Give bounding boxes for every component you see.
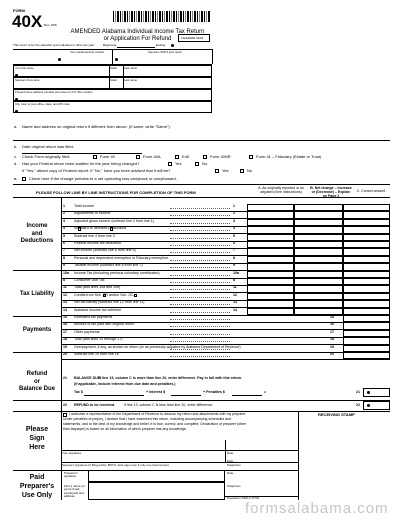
ssn-label: Your social security number (70, 50, 105, 54)
line-18-label: Total (add lines 14 through 17) (74, 337, 123, 342)
calendar-year-box[interactable] (178, 34, 210, 42)
form40nr-label: Form 40NR (210, 154, 231, 159)
line-3-column-c[interactable] (343, 219, 390, 226)
line-22-column-number: 22 (356, 403, 360, 407)
line-9-column-c[interactable] (343, 263, 390, 270)
line-14-column-a[interactable] (247, 308, 294, 315)
line-11-number: 11 (63, 285, 67, 290)
line-12-column-number: 12 (233, 292, 237, 297)
line-10a-column-a[interactable] (247, 271, 294, 278)
rule (61, 197, 62, 411)
line-1-column-a[interactable] (247, 204, 294, 211)
form40-label: Form 40 (100, 154, 115, 159)
line-18-column-number: 18 (330, 337, 334, 342)
standard-checkbox[interactable] (78, 227, 81, 230)
rule (123, 78, 124, 89)
line-6-column-number: 6 (233, 241, 235, 245)
line-14-column-b[interactable] (294, 308, 343, 315)
line-20-amount[interactable] (343, 352, 390, 359)
line-1-column-b[interactable] (294, 204, 343, 211)
line-7-column-a[interactable] (247, 248, 294, 255)
watermark: formsalabama.com (245, 500, 389, 517)
form-title-line2: or Application For Refund (103, 35, 172, 42)
line-21-text2: (If applicable, include interest from due date and penalties.) (74, 382, 176, 386)
line-1-column-c[interactable] (343, 204, 390, 211)
line-13-column-c[interactable] (343, 300, 390, 307)
line-15-column-number: 15 (330, 315, 334, 319)
form41-label: Form 41 – Fiduciary (Estate or Trust) (256, 154, 322, 159)
item-d2-text: If "Yes," attach copy of Federal report. If "No," have you been advised that it will be? (22, 168, 171, 173)
period-text: This return is for the calendar year indicated or other tax year (13, 43, 95, 47)
line-15-amount[interactable] (343, 315, 390, 322)
rule (61, 359, 390, 360)
advised-yes-checkbox[interactable] (215, 169, 219, 173)
form40nr-checkbox[interactable] (203, 155, 207, 159)
rule (13, 197, 390, 198)
line-5-number: 5 (63, 233, 65, 238)
your-signature-line[interactable] (61, 450, 298, 451)
line-2-column-c[interactable] (343, 211, 390, 218)
line-1-column-number: 1 (233, 204, 235, 208)
dotted-leader (170, 319, 230, 320)
beginning-line[interactable] (117, 47, 155, 48)
preparer-ssn-label: Preparer's SSN or PTIN (227, 496, 259, 500)
itemized-checkbox[interactable] (110, 227, 113, 230)
revision-date: Rev. 9/06 (44, 23, 57, 27)
dotted-leader (170, 238, 230, 239)
ssn-dot (58, 58, 61, 61)
rule (13, 184, 390, 185)
your-signature-label: Your signature (62, 451, 82, 455)
line-7-label: Net income (subtract line 6 from line 5) (74, 248, 136, 253)
line-3-column-a[interactable] (247, 219, 294, 226)
line-11-label: Total (add lines 10a and 10b) (74, 285, 121, 290)
period-ending: Ending (156, 43, 166, 47)
line-11-column-a[interactable] (247, 285, 294, 292)
sch-oc-checkbox[interactable] (134, 294, 137, 297)
line-21-equals: = (264, 390, 267, 394)
line-b-number: b (63, 278, 66, 282)
line-21-text: If line 13, column C is more than line 20, enter difference. Pay in full with this return. (99, 376, 243, 380)
line-b-column-a[interactable] (247, 278, 294, 285)
line-6-column-c[interactable] (343, 241, 390, 248)
line-12-column-c[interactable] (343, 293, 390, 300)
line-8-column-c[interactable] (343, 256, 390, 263)
line-7-number: 7 (63, 248, 65, 253)
sch-cr-checkbox[interactable] (103, 294, 106, 297)
line-b-column-c[interactable] (343, 278, 390, 285)
dotted-leader (170, 349, 230, 350)
line-9-label: Taxable income (subtract line 8 from line 7) (74, 263, 143, 268)
rule (61, 329, 390, 330)
form40-checkbox[interactable] (93, 155, 97, 159)
line-21-dot (367, 391, 370, 394)
declaration-line3: than taxpayer) is based on all information of which preparer has any knowledge. (63, 427, 187, 431)
initial-label: Initial (110, 66, 117, 70)
spouse-date-label: Date (227, 459, 234, 463)
line-3-column-number: 3 (233, 218, 235, 223)
line-15-number: 15 (63, 315, 67, 319)
line-9-column-a[interactable] (247, 263, 294, 270)
line-2-label: Adjustments to income (74, 211, 111, 216)
last-name-label: Last name (124, 66, 138, 70)
line-21-label: BALANCE DUE. (74, 376, 102, 380)
line-22-text: If line 13, column C is less than line 20, enter difference. (124, 403, 214, 407)
rule (225, 440, 226, 462)
dotted-leader (170, 208, 230, 209)
line-21-penalties-field[interactable] (232, 395, 262, 396)
line-9-column-b[interactable] (294, 263, 343, 270)
calendar-year-label: CALENDAR YEAR (181, 36, 203, 40)
line-22-number: 22 (63, 403, 67, 407)
dotted-leader (170, 326, 230, 327)
dotted-leader (170, 230, 230, 231)
telephone-label: Telephone (227, 463, 241, 467)
dotted-leader (170, 289, 230, 290)
item-a-letter: a. (14, 124, 18, 129)
line-16-column-number: 16 (330, 322, 334, 327)
line-21-interest-field[interactable] (171, 395, 201, 396)
line-6-column-a[interactable] (247, 241, 294, 248)
line-4-column-b[interactable] (294, 226, 343, 233)
audited-yes-label: Yes (175, 161, 182, 166)
line-2-column-b[interactable] (294, 211, 343, 218)
line-11-column-c[interactable] (343, 285, 390, 292)
dotted-leader (170, 245, 230, 246)
authorize-text: I authorize a representative of the Department of Revenue to discuss my return and attachments with my preparer. (69, 412, 247, 416)
your-date-label: Date (227, 451, 234, 455)
line-4-number: 4 (63, 226, 65, 231)
rule (109, 66, 110, 77)
line-19-column-number: 19 (330, 344, 334, 349)
preparer-signature-label: Preparer's signature (64, 471, 78, 479)
line-2-column-a[interactable] (247, 211, 294, 218)
dotted-leader (170, 252, 230, 253)
rule (212, 49, 213, 64)
line-20-label: Subtract line 19 from line 18 (74, 352, 119, 356)
rule (13, 270, 61, 271)
line-12-column-a[interactable] (247, 293, 294, 300)
line-3-label: Adjusted gross income (subtract line 2 from line 1) (74, 218, 154, 223)
line-12-label: Credits from Sch. CR and/or Sch. OC (74, 292, 134, 297)
line-21-number: 21 (63, 376, 67, 380)
initial-label-2: Initial (110, 78, 117, 82)
line-17-amount[interactable] (343, 330, 390, 337)
line-18-number: 18 (63, 337, 67, 342)
city-field[interactable] (13, 101, 212, 113)
declaration-line2: statements, and to the best of my knowledge and belief, it is true, correct, and complete. Declaration of preparer (other (63, 422, 247, 426)
dotted-leader (170, 312, 230, 313)
line-13-column-number: 13 (233, 300, 237, 305)
your-name-field[interactable] (13, 65, 212, 77)
audited-no-checkbox[interactable] (195, 162, 199, 166)
form40a-checkbox[interactable] (136, 155, 140, 159)
advised-no-label: No (247, 168, 253, 173)
line-21-penalties-label: + Penalties $ (203, 390, 225, 394)
spouse-ssn-label: Spouse's SSN if joint return (148, 50, 183, 54)
rule (61, 411, 62, 500)
line-9-number: 9 (63, 263, 65, 268)
line-16-number: 16 (63, 322, 67, 327)
line-3-number: 3 (63, 218, 65, 223)
line-b-label: Consumer Use Tax (74, 278, 105, 282)
line-21-interest-label: + Interest $ (146, 390, 166, 394)
declaration-line1: Under penalties of perjury, I declare that I have examined this return, including accompanying schedules and (63, 417, 232, 421)
line-5-column-b[interactable] (294, 234, 343, 241)
rule (112, 49, 113, 64)
line-22-dot (367, 404, 370, 407)
item-d-letter: d. (14, 161, 18, 166)
barcode (113, 11, 210, 22)
firm-name-label: Firm's name (or yours if self-employed) and address (64, 484, 85, 499)
firm-name-field[interactable] (88, 482, 225, 500)
item-d-text: Has your Federal return been audited for the year being changed? (22, 161, 140, 166)
preparer-signature-field[interactable] (88, 470, 225, 482)
address-label: Present home address (number and street or P.O. Box number (15, 90, 93, 94)
line-7-column-c[interactable] (343, 248, 390, 255)
city-dot (15, 110, 18, 113)
e40-label: E40 (182, 154, 190, 159)
line-5-column-a[interactable] (247, 234, 294, 241)
receiving-stamp-label: RECEIVING STAMP (318, 412, 355, 417)
dotted-leader (170, 304, 230, 305)
line-19-label: Overpayment, if any, as shown on return (or as previously adjusted by Alabama Department of Revenue) (74, 344, 241, 349)
last-name-label-2: Last name (124, 78, 138, 82)
line-10a-column-b[interactable] (294, 271, 343, 278)
nol-checkbox[interactable] (22, 177, 26, 181)
column-b-header: B. Net change – Increase or (Decrease) – Explain on Page 2 (310, 186, 352, 199)
section-tax-liability: Tax Liability (19, 291, 55, 297)
form41-checkbox[interactable] (249, 155, 253, 159)
line-14-number: 14 (63, 307, 67, 312)
line-22-label: REFUND to be received. (74, 403, 116, 407)
line-6-column-b[interactable] (294, 241, 343, 248)
ending-dot (171, 44, 174, 47)
line-20-column-number: 20 (330, 352, 334, 356)
line-13-column-a[interactable] (247, 300, 294, 307)
rule (13, 352, 61, 353)
section-paid-preparer: Paid Preparer's Use Only (19, 474, 55, 499)
preparer-date-label: Date (227, 471, 234, 475)
line-10a-label: Income Tax (including previous voluntary contribution) (74, 270, 160, 275)
line-4-label: Standard or Itemized Deductions (74, 226, 127, 231)
line-20-number: 20 (63, 352, 67, 356)
spouse-name-label: Spouse's first name (15, 78, 40, 82)
rule (109, 78, 110, 89)
form-title-line1: AMENDED Alabama Individual Income Tax Return (70, 29, 205, 35)
line-5-label: Subtract line 4 from line 3 (74, 233, 115, 238)
line-13-label: Net tax liability (subtract line 12 from line 11) (74, 300, 145, 305)
advised-yes-label: Yes (222, 168, 229, 173)
line-13-column-b[interactable] (294, 300, 343, 307)
line-1-label: Total income (74, 204, 95, 208)
line-16-amount[interactable] (343, 322, 390, 329)
line-8-column-a[interactable] (247, 256, 294, 263)
city-label: City, town or post office, state, and ZIP code (15, 102, 70, 106)
line-10a-column-c[interactable] (343, 271, 390, 278)
item-b-letter: b. (14, 144, 18, 149)
section-income-deductions: Income and Deductions (20, 223, 54, 244)
line-8-column-b[interactable] (294, 256, 343, 263)
line-12-number: 12 (63, 292, 67, 297)
dotted-leader (170, 341, 230, 342)
rule (13, 316, 61, 317)
line-21-tax-label: Tax $ (74, 390, 83, 394)
dotted-leader (170, 223, 230, 224)
your-name-label: Your first name (15, 66, 34, 70)
line-4-column-a[interactable] (247, 226, 294, 233)
address-field[interactable] (13, 89, 212, 101)
spouse-name-field[interactable] (13, 77, 212, 89)
item-e-text: Check here if the change pertains to a net operating loss carryback or carryforward. (29, 176, 177, 181)
line-8-number: 8 (63, 255, 65, 260)
line-6-number: 6 (63, 241, 65, 245)
line-21-tax-field[interactable] (84, 395, 144, 396)
form-number: 40X (12, 12, 43, 31)
spouse-signature-label: Spouse's signature (if filing jointly, BOTH must sign even if only one had income) (62, 463, 169, 467)
line-5-column-number: 5 (233, 233, 235, 238)
audited-no-label: No (202, 161, 208, 166)
form-label: FORM (13, 8, 25, 13)
rule (298, 411, 299, 500)
spouse-ssn-dot (115, 58, 118, 61)
line-14-label: Alabama income tax withheld (74, 307, 121, 312)
table-instruction: PLEASE FOLLOW LINE BY LINE INSTRUCTIONS FOR COMPLETION OF THIS FORM (36, 190, 196, 195)
item-e-letter: e. (14, 176, 18, 181)
item-a-text: Name and address on original return if different from above. (If same, write "Same") (22, 124, 170, 129)
line-16-label: Amount of tax paid with original return (74, 322, 135, 327)
line-19-number: 19 (63, 344, 67, 349)
line-5-column-c[interactable] (343, 234, 390, 241)
section-payments: Payments (22, 327, 52, 333)
line-6-label: Federal income tax deduction (74, 241, 122, 245)
line-8-label: Personal and dependent exemption or Fiduciary exemption (74, 255, 169, 260)
item-b-text: Date original return was filed: (22, 144, 74, 149)
line-2-column-number: 2 (233, 211, 235, 216)
line-7-column-b[interactable] (294, 248, 343, 255)
section-refund-balance-due: Refund or Balance Due (18, 371, 55, 392)
line-11-column-number: 11 (233, 285, 237, 290)
line-9-column-number: 9 (233, 263, 235, 268)
dotted-leader (170, 215, 230, 216)
line-13-number: 13 (63, 300, 67, 305)
line-b-column-b[interactable] (294, 278, 343, 285)
dotted-leader (170, 297, 230, 298)
line-11-column-b[interactable] (294, 285, 343, 292)
section-sign-here: Please Sign Here (25, 426, 49, 451)
dotted-leader (170, 334, 230, 335)
line-17-number: 17 (63, 329, 67, 334)
line-3-column-b[interactable] (294, 219, 343, 226)
line-21-column-number: 21 (356, 390, 360, 394)
line-8-column-number: 8 (233, 255, 235, 260)
line-10a-number: 10a (63, 270, 69, 275)
rule (123, 66, 124, 77)
column-a-header: A. As originally reported or as adjusted (See Instructions) (258, 186, 304, 195)
advised-no-checkbox[interactable] (240, 169, 244, 173)
item-a-line[interactable] (13, 140, 390, 141)
period-beginning: Beginning (103, 43, 117, 47)
line-4-column-c[interactable] (343, 226, 390, 233)
form40a-label: Form 40A (143, 154, 161, 159)
line-17-column-number: 17 (330, 329, 334, 334)
item-c-letter: c. (14, 154, 18, 159)
dotted-leader (170, 260, 230, 261)
preparer-telephone-label: Telephone (227, 484, 241, 488)
rule (13, 400, 390, 401)
e40-checkbox[interactable] (175, 155, 179, 159)
line-7-column-number: 7 (233, 248, 235, 253)
dotted-leader (170, 282, 230, 283)
line-1-number: 1 (63, 204, 65, 208)
dotted-leader (170, 356, 230, 357)
line-19-amount[interactable] (343, 345, 390, 352)
line-10a-column-number: 10a (233, 270, 239, 275)
item-c-text: Check Form originally filed: (22, 154, 71, 159)
line-15-label: Estimated tax payments (74, 315, 113, 319)
line-18-amount[interactable] (343, 337, 390, 344)
line-4-column-number: 4 (233, 226, 235, 231)
dotted-leader (170, 275, 230, 276)
line-14-column-number: 14 (233, 307, 237, 312)
line-2-number: 2 (63, 211, 65, 216)
dotted-leader (170, 267, 230, 268)
line-b-column-number: b (233, 278, 236, 282)
line-14-column-c[interactable] (343, 308, 390, 315)
column-c-header: C. Correct amount (356, 189, 386, 193)
line-17-label: Other payments (74, 329, 100, 334)
audited-yes-checkbox[interactable] (168, 162, 172, 166)
line-12-column-b[interactable] (294, 293, 343, 300)
